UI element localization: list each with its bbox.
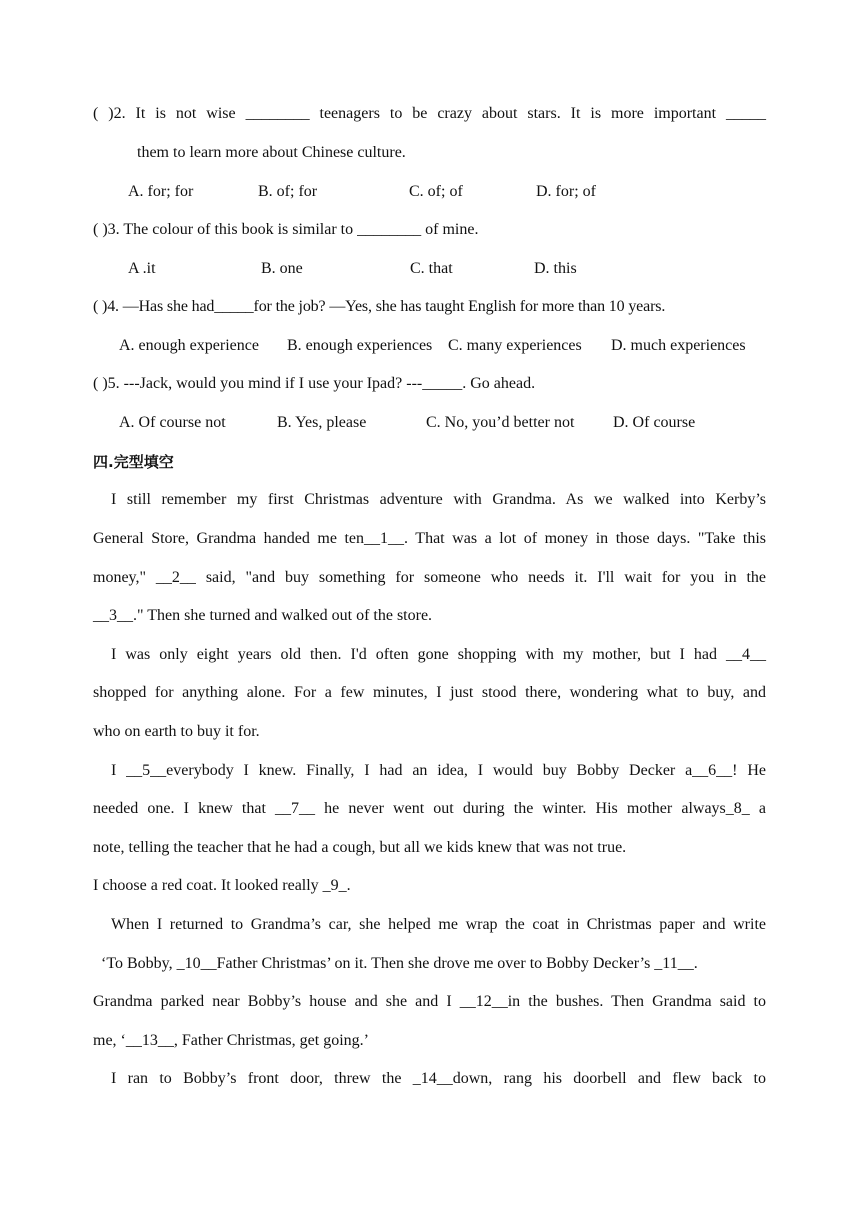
question-2-option-b: B. of; for [258,183,318,200]
question-2-option-a: A. for; for [128,183,194,200]
question-3-line-1: ( )3. The colour of this book is similar to ________ of mine. [93,221,479,238]
question-3-option-b: B. one [261,260,303,277]
passage-line-16: I ran to Bobby’s front door, threw the _14__down, rang his doorbell and flew back to [111,1070,766,1087]
question-4-option-b: B. enough experiences [287,337,433,354]
passage-line-11: I choose a red coat. It looked really _9_. [93,877,351,894]
passage-line-14: Grandma parked near Bobby’s house and she and I __12__in the bushes. Then Grandma said to [93,993,766,1010]
passage-line-8: I __5__everybody I knew. Finally, I had an idea, I would buy Bobby Decker a__6__! He [111,762,766,779]
question-4-option-a: A. enough experience [119,337,259,354]
question-2-line-2: them to learn more about Chinese culture. [137,144,406,161]
section-title: 四.完型填空 [93,453,174,471]
question-4-line-1: ( )4. —Has she had_____for the job? —Yes, she has taught English for more than 10 years. [93,298,666,315]
question-5-option-a: A. Of course not [119,414,226,431]
passage-line-12: When I returned to Grandma’s car, she helped me wrap the coat in Christmas paper and write [111,916,766,933]
passage-line-1: I still remember my first Christmas adventure with Grandma. As we walked into Kerby’s [111,491,766,508]
passage-line-3: money," __2__ said, "and buy something for someone who needs it. I'll wait for you in the [93,569,766,586]
question-3-option-d: D. this [534,260,577,277]
passage-line-2: General Store, Grandma handed me ten__1__. That was a lot of money in those days. "Take this [93,530,766,547]
passage-line-5: I was only eight years old then. I'd often gone shopping with my mother, but I had __4__ [111,646,766,663]
passage-line-9: needed one. I knew that __7__ he never went out during the winter. His mother always_8_ a [93,800,766,817]
passage-line-4: __3__." Then she turned and walked out of the store. [93,607,433,624]
question-5-option-c: C. No, you’d better not [426,414,575,431]
question-2-option-d: D. for; of [536,183,596,200]
passage-line-6: shopped for anything alone. For a few minutes, I just stood there, wondering what to buy, and [93,684,766,701]
question-5-option-d: D. Of course [613,414,696,431]
passage-line-15: me, ‘__13__, Father Christmas, get going.’ [93,1032,369,1049]
question-3-option-a: A .it [128,260,156,277]
passage-line-7: who on earth to buy it for. [93,723,260,740]
passage-line-10: note, telling the teacher that he had a cough, but all we kids knew that was not true. [93,839,627,856]
question-2-line-1: ( )2. It is not wise ________ teenagers to be crazy about stars. It is more important _____ [93,105,766,122]
question-2-option-c: C. of; of [409,183,463,200]
question-3-option-c: C. that [410,260,453,277]
question-5-option-b: B. Yes, please [277,414,367,431]
passage-line-13: ‘To Bobby, _10__Father Christmas’ on it. Then she drove me over to Bobby Decker’s _11__. [101,955,698,972]
question-5-line-1: ( )5. ---Jack, would you mind if I use your Ipad? ---_____. Go ahead. [93,375,536,392]
question-4-option-d: D. much experiences [611,337,746,354]
question-4-option-c: C. many experiences [448,337,582,354]
